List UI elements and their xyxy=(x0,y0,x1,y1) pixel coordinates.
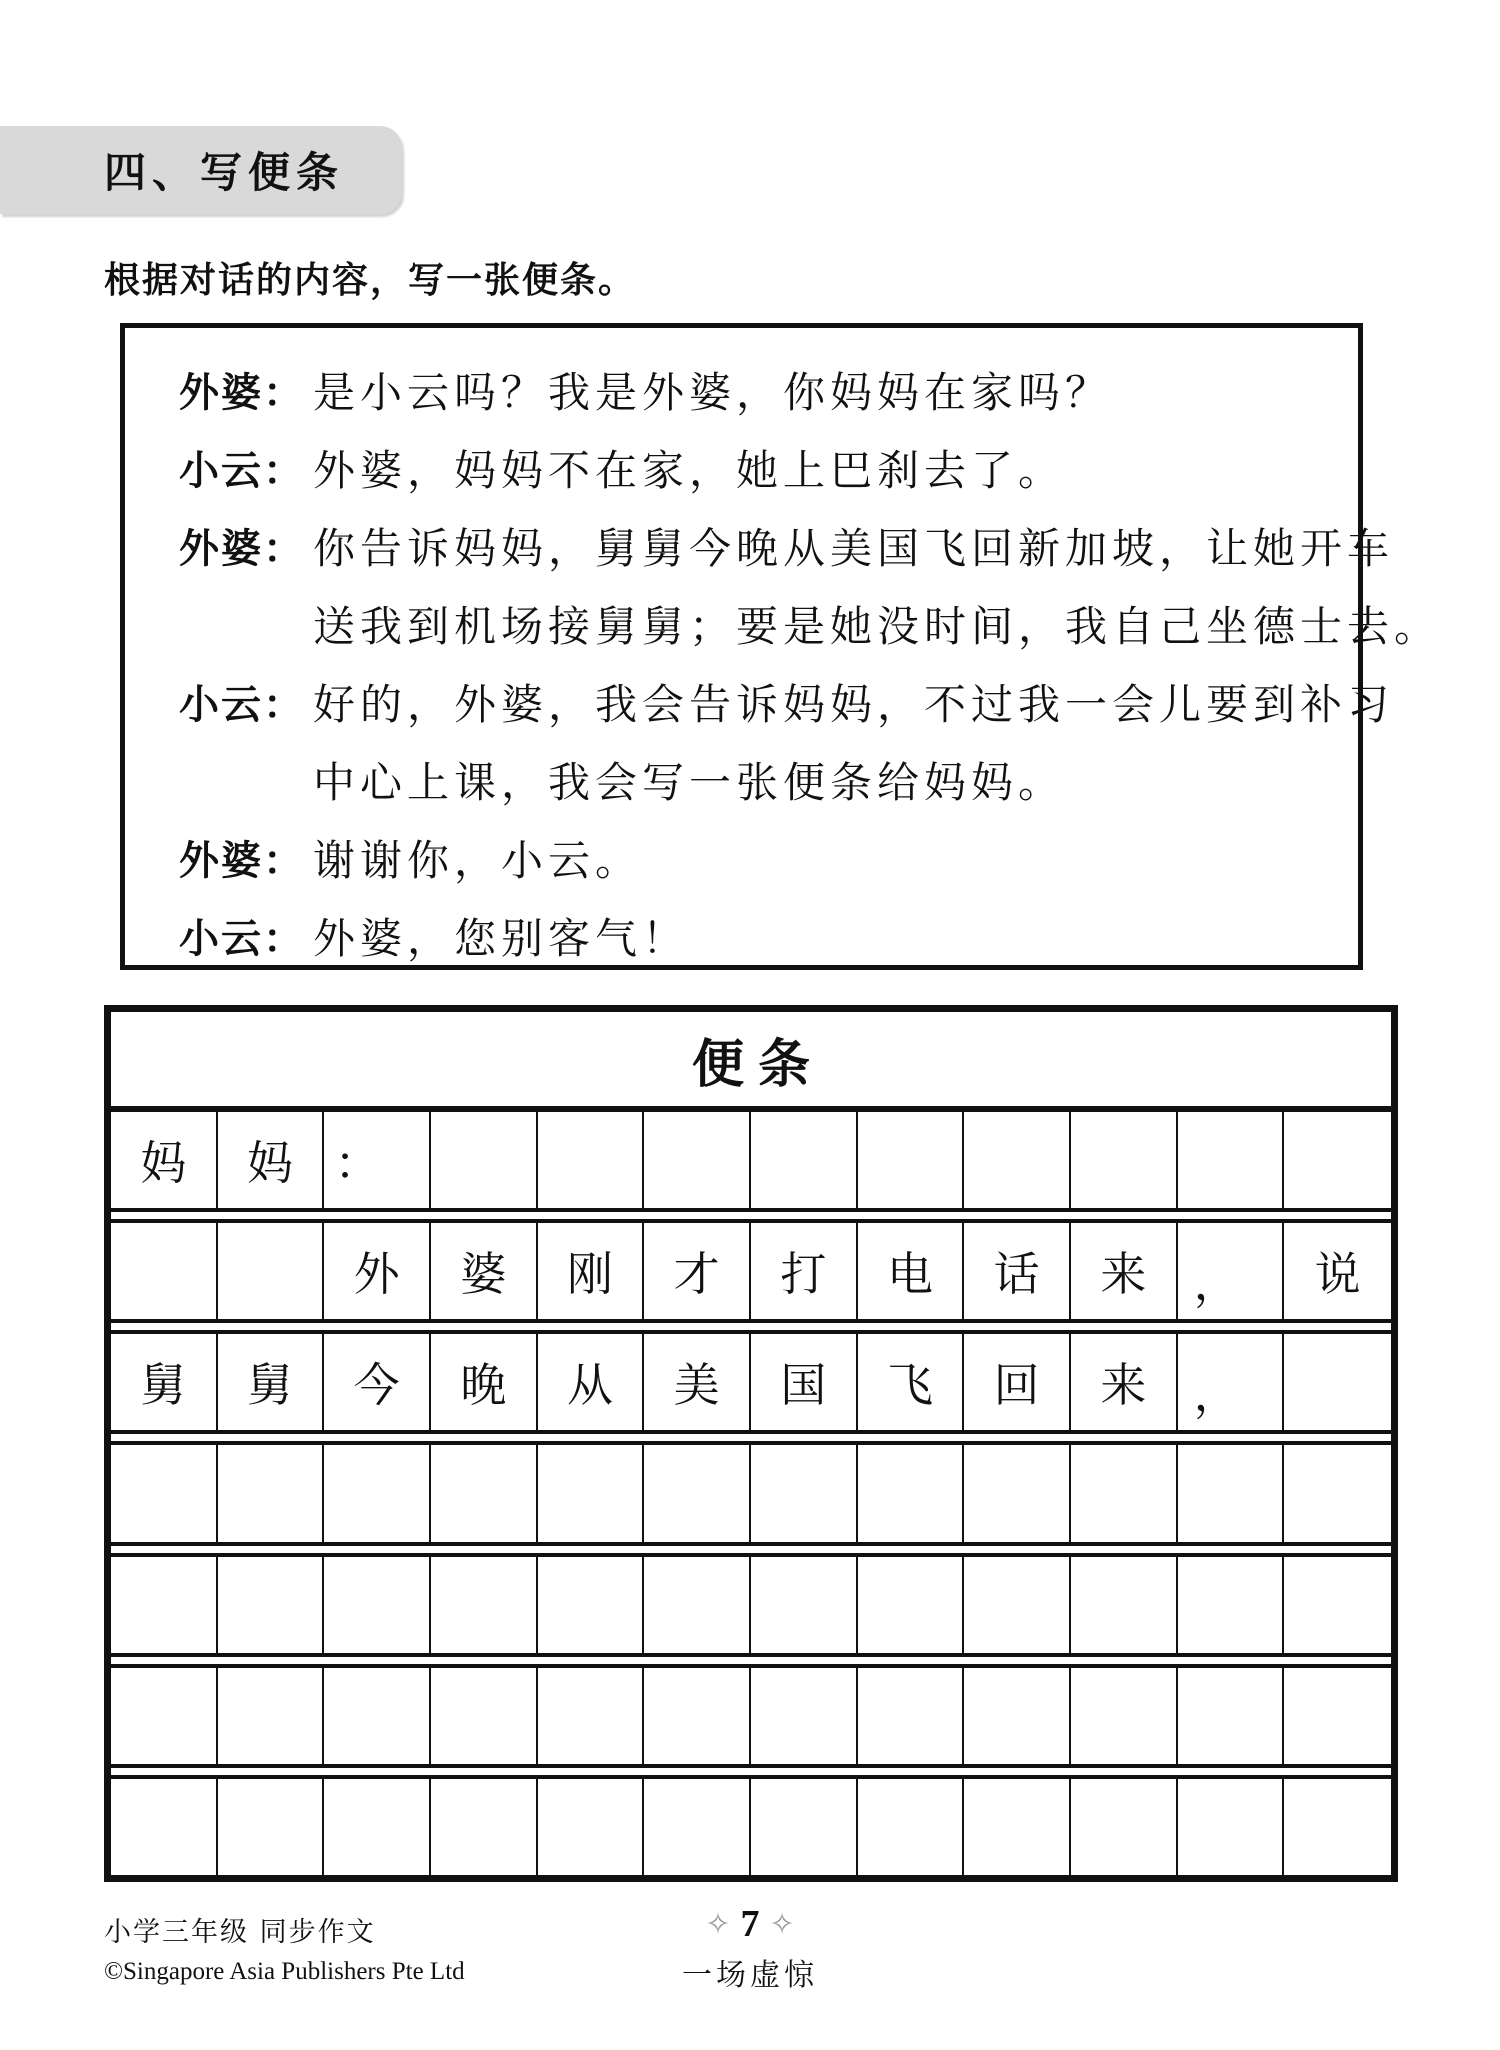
speaker-label: 小云： xyxy=(179,683,305,727)
grid-cell: 电 xyxy=(858,1223,965,1319)
grid-cell xyxy=(324,1557,431,1653)
grid-row xyxy=(111,1334,1391,1430)
grid-cell xyxy=(751,1668,858,1764)
speaker-label: 小云： xyxy=(179,917,305,961)
dialogue-line: 好的，外婆，我会告诉妈妈，不过我一会儿要到补习 xyxy=(313,680,1395,729)
diamond-decor-icon: ✧ xyxy=(705,1906,731,1942)
note-rows xyxy=(111,1112,1391,1875)
grid-cell xyxy=(1071,1445,1178,1541)
grid-cell xyxy=(644,1112,751,1208)
grid-cell: 外 xyxy=(324,1223,431,1319)
note-title: 便条 xyxy=(111,1012,1391,1112)
grid-cell: 美 xyxy=(644,1334,751,1430)
grid-cell xyxy=(858,1445,965,1541)
grid-cell xyxy=(858,1668,965,1764)
dialogue-lines xyxy=(313,900,1346,978)
dialogue-line: 外婆，妈妈不在家，她上巴刹去了。 xyxy=(313,446,1066,495)
row-separator xyxy=(111,1430,1391,1445)
grid-cell: 回 xyxy=(964,1334,1071,1430)
grid-cell xyxy=(324,1779,431,1875)
grid-cell xyxy=(111,1779,218,1875)
dialogue-lines xyxy=(313,354,1346,432)
grid-cell: 舅 xyxy=(218,1334,325,1430)
diamond-decor-icon: ✧ xyxy=(769,1906,795,1942)
grid-cell xyxy=(1071,1668,1178,1764)
grid-cell xyxy=(1178,1112,1285,1208)
dialogue-turn xyxy=(179,900,1346,978)
dialogue-turn xyxy=(179,666,1395,822)
grid-cell xyxy=(751,1112,858,1208)
grid-cell xyxy=(964,1445,1071,1541)
grid-cell xyxy=(644,1779,751,1875)
chapter-title: 一场虚惊 xyxy=(682,1958,818,1993)
page-number: 7 xyxy=(740,1903,760,1945)
grid-cell: 今 xyxy=(324,1334,431,1430)
grid-cell xyxy=(1284,1445,1391,1541)
grid-cell xyxy=(751,1557,858,1653)
publisher-credit: ©Singapore Asia Publishers Pte Ltd xyxy=(104,1958,465,1985)
grid-cell xyxy=(1178,1779,1285,1875)
grid-cell xyxy=(751,1779,858,1875)
grid-cell xyxy=(1178,1668,1285,1764)
page-number-line xyxy=(0,1902,1500,1946)
dialogue-line: 谢谢你，小云。 xyxy=(313,836,643,885)
grid-cell xyxy=(111,1445,218,1541)
row-separator xyxy=(111,1653,1391,1668)
grid-cell xyxy=(751,1445,858,1541)
grid-cell xyxy=(858,1557,965,1653)
grid-cell: 妈 xyxy=(111,1112,218,1208)
grid-cell xyxy=(111,1223,218,1319)
dialogue-turn xyxy=(179,432,1346,510)
grid-cell xyxy=(218,1668,325,1764)
row-separator xyxy=(111,1319,1391,1334)
grid-cell xyxy=(1284,1668,1391,1764)
grid-cell: 来 xyxy=(1071,1334,1178,1430)
grid-cell: ， xyxy=(1178,1223,1285,1319)
grid-cell: ， xyxy=(1178,1334,1285,1430)
dialogue-lines xyxy=(313,432,1346,510)
grid-cell xyxy=(111,1668,218,1764)
grid-cell xyxy=(538,1112,645,1208)
speaker-label: 外婆： xyxy=(179,371,305,415)
grid-cell xyxy=(1284,1334,1391,1430)
row-separator xyxy=(111,1208,1391,1223)
grid-cell xyxy=(431,1112,538,1208)
grid-cell xyxy=(538,1668,645,1764)
book-title: 小学三年级 同步作文 xyxy=(104,1917,376,1948)
grid-cell: 从 xyxy=(538,1334,645,1430)
grid-cell xyxy=(218,1557,325,1653)
grid-cell xyxy=(538,1557,645,1653)
speaker-label: 外婆： xyxy=(179,527,305,571)
footer-center xyxy=(0,1902,1500,1994)
grid-row xyxy=(111,1223,1391,1319)
grid-cell: 国 xyxy=(751,1334,858,1430)
section-header-label: 四、写便条 xyxy=(104,149,345,196)
grid-cell xyxy=(644,1445,751,1541)
grid-cell xyxy=(431,1557,538,1653)
grid-cell: 婆 xyxy=(431,1223,538,1319)
grid-cell: 才 xyxy=(644,1223,751,1319)
grid-cell: 舅 xyxy=(111,1334,218,1430)
grid-cell xyxy=(431,1668,538,1764)
dialogue-line: 中心上课，我会写一张便条给妈妈。 xyxy=(313,758,1066,807)
dialogue-line: 你告诉妈妈，舅舅今晚从美国飞回新加坡，让她开车 xyxy=(313,524,1395,573)
dialogue-lines xyxy=(313,666,1394,822)
dialogue-lines xyxy=(313,510,1441,666)
speaker-label: 小云： xyxy=(179,449,305,493)
grid-cell xyxy=(1178,1557,1285,1653)
grid-row xyxy=(111,1779,1391,1875)
grid-cell: 晚 xyxy=(431,1334,538,1430)
grid-cell xyxy=(964,1779,1071,1875)
grid-row xyxy=(111,1668,1391,1764)
grid-cell xyxy=(858,1112,965,1208)
grid-cell xyxy=(1284,1557,1391,1653)
grid-row xyxy=(111,1557,1391,1653)
grid-cell xyxy=(1178,1445,1285,1541)
grid-cell xyxy=(111,1557,218,1653)
grid-cell: 话 xyxy=(964,1223,1071,1319)
dialogue-line: 送我到机场接舅舅；要是她没时间，我自己坐德士去。 xyxy=(313,602,1442,651)
grid-cell xyxy=(858,1779,965,1875)
dialogue-turn xyxy=(179,822,1346,900)
grid-cell xyxy=(964,1557,1071,1653)
grid-cell: 刚 xyxy=(538,1223,645,1319)
grid-cell: ： xyxy=(324,1112,431,1208)
grid-cell xyxy=(1071,1112,1178,1208)
row-separator xyxy=(111,1764,1391,1779)
dialogue-lines xyxy=(313,822,1346,900)
instruction-text: 根据对话的内容，写一张便条。 xyxy=(104,259,637,300)
grid-cell xyxy=(1071,1557,1178,1653)
speaker-label: 外婆： xyxy=(179,839,305,883)
section-header xyxy=(0,126,402,214)
grid-cell: 打 xyxy=(751,1223,858,1319)
grid-cell xyxy=(431,1779,538,1875)
dialogue-line: 外婆，您别客气！ xyxy=(313,914,690,963)
grid-row xyxy=(111,1112,1391,1208)
grid-cell xyxy=(324,1668,431,1764)
grid-cell xyxy=(324,1445,431,1541)
grid-cell xyxy=(644,1557,751,1653)
grid-cell xyxy=(431,1445,538,1541)
grid-cell xyxy=(644,1668,751,1764)
grid-cell xyxy=(1071,1779,1178,1875)
grid-cell xyxy=(218,1445,325,1541)
grid-cell xyxy=(964,1668,1071,1764)
grid-cell xyxy=(964,1112,1071,1208)
row-separator xyxy=(111,1542,1391,1557)
grid-cell: 妈 xyxy=(218,1112,325,1208)
grid-cell xyxy=(1284,1112,1391,1208)
grid-cell: 来 xyxy=(1071,1223,1178,1319)
dialogue-turn xyxy=(179,354,1346,432)
grid-cell: 说 xyxy=(1314,1247,1361,1302)
grid-cell xyxy=(538,1779,645,1875)
grid-cell: 飞 xyxy=(858,1334,965,1430)
dialogue-line: 是小云吗？我是外婆，你妈妈在家吗？ xyxy=(313,368,1113,417)
grid-cell xyxy=(218,1779,325,1875)
dialogue-turn xyxy=(179,510,1442,666)
grid-cell xyxy=(1284,1779,1391,1875)
grid-row xyxy=(111,1445,1391,1541)
grid-cell xyxy=(218,1223,325,1319)
grid-cell xyxy=(538,1445,645,1541)
dialogue-box xyxy=(120,323,1442,970)
note-grid xyxy=(104,1005,1398,1882)
